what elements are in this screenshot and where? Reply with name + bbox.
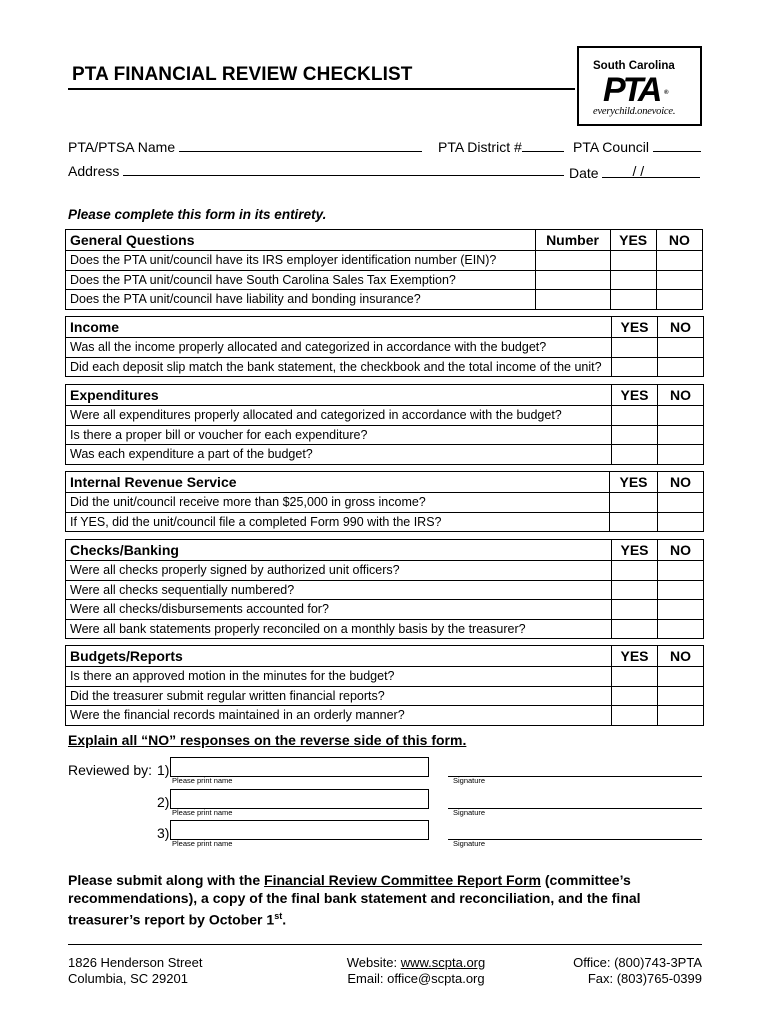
yes-cell[interactable] xyxy=(612,706,658,726)
table-row xyxy=(66,580,704,600)
no-cell[interactable] xyxy=(658,686,704,706)
column-yes: YES xyxy=(610,472,658,493)
name-row xyxy=(68,139,422,155)
section-title: Expenditures xyxy=(66,385,612,406)
question-text: Were all checks properly signed by authorized unit officers? xyxy=(66,561,612,581)
table-row xyxy=(66,338,704,358)
column-yes: YES xyxy=(612,385,658,406)
page-title: PTA FINANCIAL REVIEW CHECKLIST xyxy=(72,64,413,85)
section-header xyxy=(66,472,704,493)
section-header xyxy=(66,540,704,561)
section-title: Budgets/Reports xyxy=(66,646,612,667)
table-row xyxy=(66,270,703,290)
yes-cell[interactable] xyxy=(612,580,658,600)
address-city: Columbia, SC 29201 xyxy=(68,971,188,986)
no-cell[interactable] xyxy=(658,619,704,639)
email-line: Email: office@scpta.org xyxy=(347,971,485,986)
no-cell[interactable] xyxy=(658,425,704,445)
table-row xyxy=(66,445,704,465)
district-row xyxy=(438,139,564,155)
column-no: NO xyxy=(656,230,702,251)
no-cell[interactable] xyxy=(656,270,702,290)
table-row xyxy=(66,251,703,271)
column-no: NO xyxy=(658,646,704,667)
column-no: NO xyxy=(658,317,704,338)
general-questions-table xyxy=(65,229,703,310)
no-cell[interactable] xyxy=(658,493,704,513)
yes-cell[interactable] xyxy=(612,667,658,687)
table-row xyxy=(66,619,704,639)
pta-council-label: PTA Council xyxy=(573,139,649,155)
internal-revenue-service-table xyxy=(65,471,704,532)
section-header xyxy=(66,385,704,406)
address-field[interactable] xyxy=(123,164,564,176)
budgets-reports-table xyxy=(65,645,704,726)
table-row xyxy=(66,561,704,581)
number-cell[interactable] xyxy=(535,290,610,310)
date-label: Date xyxy=(569,165,599,181)
print-name-caption: Please print name xyxy=(172,808,233,817)
council-row xyxy=(573,139,701,155)
no-cell[interactable] xyxy=(658,561,704,581)
pta-name-label: PTA/PTSA Name xyxy=(68,139,176,155)
table-row xyxy=(66,667,704,687)
column-no: NO xyxy=(658,385,704,406)
signature-caption: Signature xyxy=(453,839,486,848)
date-slashes: / / xyxy=(632,163,645,179)
yes-cell[interactable] xyxy=(612,425,658,445)
income-table xyxy=(65,316,704,377)
table-row xyxy=(66,357,704,377)
yes-cell[interactable] xyxy=(610,512,658,532)
no-cell[interactable] xyxy=(658,667,704,687)
question-text: If YES, did the unit/council file a completed Form 990 with the IRS? xyxy=(66,512,610,532)
table-row xyxy=(66,706,704,726)
address-row xyxy=(68,163,564,179)
table-row xyxy=(66,512,704,532)
pta-name-field[interactable] xyxy=(179,140,422,152)
date-row xyxy=(569,163,700,181)
section-title: General Questions xyxy=(66,230,536,251)
question-text: Were all bank statements properly reconciled on a monthly basis by the treasurer? xyxy=(66,619,612,639)
checks-banking-table xyxy=(65,539,704,639)
website-label: Website: xyxy=(346,955,401,970)
section-header xyxy=(66,230,703,251)
section-header xyxy=(66,646,704,667)
question-text: Were all checks sequentially numbered? xyxy=(66,580,612,600)
no-cell[interactable] xyxy=(656,290,702,310)
logo-state: South Carolina xyxy=(593,60,675,72)
reviewed-by-label: Reviewed by: xyxy=(68,762,153,778)
south-carolina-pta-logo xyxy=(577,46,702,126)
no-cell[interactable] xyxy=(658,512,704,532)
question-text: Was each expenditure a part of the budget? xyxy=(66,445,612,465)
no-cell[interactable] xyxy=(658,406,704,426)
reviewer-1-signature-field[interactable] xyxy=(448,776,702,777)
table-row xyxy=(66,290,703,310)
table-row xyxy=(66,600,704,620)
no-cell[interactable] xyxy=(658,580,704,600)
column-yes: YES xyxy=(612,646,658,667)
footer-phone xyxy=(502,955,702,987)
footer-contact xyxy=(316,955,516,987)
question-text: Does the PTA unit/council have liability and bonding insurance? xyxy=(66,290,536,310)
submit-ordinal: st xyxy=(274,911,283,921)
yes-cell[interactable] xyxy=(610,270,656,290)
reviewer-number: 3) xyxy=(157,825,170,841)
reviewer-3-name-field[interactable] xyxy=(170,820,429,840)
date-field[interactable] xyxy=(602,163,700,178)
instruction-text: Please complete this form in its entirety. xyxy=(68,207,327,222)
reviewer-3-signature-field[interactable] xyxy=(448,839,702,840)
print-name-caption: Please print name xyxy=(172,776,233,785)
pta-district-label: PTA District # xyxy=(438,139,522,155)
yes-cell[interactable] xyxy=(612,338,658,358)
submission-instructions xyxy=(68,871,668,929)
column-number: Number xyxy=(535,230,610,251)
pta-district-field[interactable] xyxy=(522,140,564,152)
signature-caption: Signature xyxy=(453,808,486,817)
table-row xyxy=(66,425,704,445)
column-yes: YES xyxy=(612,540,658,561)
office-phone: Office: (800)743-3PTA xyxy=(573,955,702,970)
section-header xyxy=(66,317,704,338)
question-text: Does the PTA unit/council have its IRS employer identification number (EIN)? xyxy=(66,251,536,271)
pta-council-field[interactable] xyxy=(653,140,701,152)
reviewer-number: 2) xyxy=(157,794,170,810)
yes-cell[interactable] xyxy=(612,561,658,581)
yes-cell[interactable] xyxy=(612,619,658,639)
logo-registered-mark: ® xyxy=(664,90,669,96)
section-title: Internal Revenue Service xyxy=(66,472,610,493)
yes-cell[interactable] xyxy=(612,445,658,465)
yes-cell[interactable] xyxy=(610,290,656,310)
submit-text-end: . xyxy=(282,911,287,928)
yes-cell[interactable] xyxy=(610,493,658,513)
explain-no-note: Explain all “NO” responses on the reverse side of this form. xyxy=(68,732,467,748)
section-title: Checks/Banking xyxy=(66,540,612,561)
yes-cell[interactable] xyxy=(610,251,656,271)
question-text: Were all expenditures properly allocated and categorized in accordance with the budget? xyxy=(66,406,612,426)
column-no: NO xyxy=(658,540,704,561)
reviewer-1-name-field[interactable] xyxy=(170,757,429,777)
question-text: Did the treasurer submit regular written financial reports? xyxy=(66,686,612,706)
number-cell[interactable] xyxy=(535,251,610,271)
number-cell[interactable] xyxy=(535,270,610,290)
website-line xyxy=(316,955,516,971)
yes-cell[interactable] xyxy=(612,686,658,706)
column-yes: YES xyxy=(610,230,656,251)
section-title: Income xyxy=(66,317,612,338)
logo-pta: PTA ® xyxy=(603,70,659,110)
address-street: 1826 Henderson Street xyxy=(68,955,203,970)
logo-tagline: everychild.onevoice. xyxy=(593,106,676,117)
question-text: Was all the income properly allocated and categorized in accordance with the budget? xyxy=(66,338,612,358)
no-cell[interactable] xyxy=(658,445,704,465)
table-row xyxy=(66,686,704,706)
no-cell[interactable] xyxy=(658,357,704,377)
yes-cell[interactable] xyxy=(612,600,658,620)
submit-text-post: (committee’s recommendations), a copy of the final bank statement and reconciliation, and the final treasurer’s report by October 1 xyxy=(68,872,641,928)
address-label: Address xyxy=(68,163,120,179)
column-yes: YES xyxy=(612,317,658,338)
question-text: Is there a proper bill or voucher for each expenditure? xyxy=(66,425,612,445)
column-no: NO xyxy=(658,472,704,493)
title-underline xyxy=(68,88,575,90)
question-text: Were the financial records maintained in an orderly manner? xyxy=(66,706,612,726)
print-name-caption: Please print name xyxy=(172,839,233,848)
yes-cell[interactable] xyxy=(612,406,658,426)
question-text: Did the unit/council receive more than $25,000 in gross income? xyxy=(66,493,610,513)
table-row xyxy=(66,406,704,426)
submit-text-pre: Please submit along with the xyxy=(68,872,265,888)
reviewer-number: 1) xyxy=(157,762,170,778)
no-cell[interactable] xyxy=(656,251,702,271)
report-form-link: Financial Review Committee Report Form xyxy=(264,872,541,888)
question-text: Is there an approved motion in the minutes for the budget? xyxy=(66,667,612,687)
table-row xyxy=(66,493,704,513)
question-text: Did each deposit slip match the bank statement, the checkbook and the total income of the unit? xyxy=(66,357,612,377)
no-cell[interactable] xyxy=(658,600,704,620)
no-cell[interactable] xyxy=(658,706,704,726)
reviewer-2-signature-field[interactable] xyxy=(448,808,702,809)
no-cell[interactable] xyxy=(658,338,704,358)
footer-address xyxy=(68,955,202,987)
yes-cell[interactable] xyxy=(612,357,658,377)
reviewer-2-name-field[interactable] xyxy=(170,789,429,809)
footer-divider xyxy=(68,944,702,945)
website-link[interactable]: www.scpta.org xyxy=(400,955,486,970)
question-text: Does the PTA unit/council have South Carolina Sales Tax Exemption? xyxy=(66,270,536,290)
signature-caption: Signature xyxy=(453,776,486,785)
expenditures-table xyxy=(65,384,704,465)
fax-number: Fax: (803)765-0399 xyxy=(587,971,702,986)
question-text: Were all checks/disbursements accounted for? xyxy=(66,600,612,620)
